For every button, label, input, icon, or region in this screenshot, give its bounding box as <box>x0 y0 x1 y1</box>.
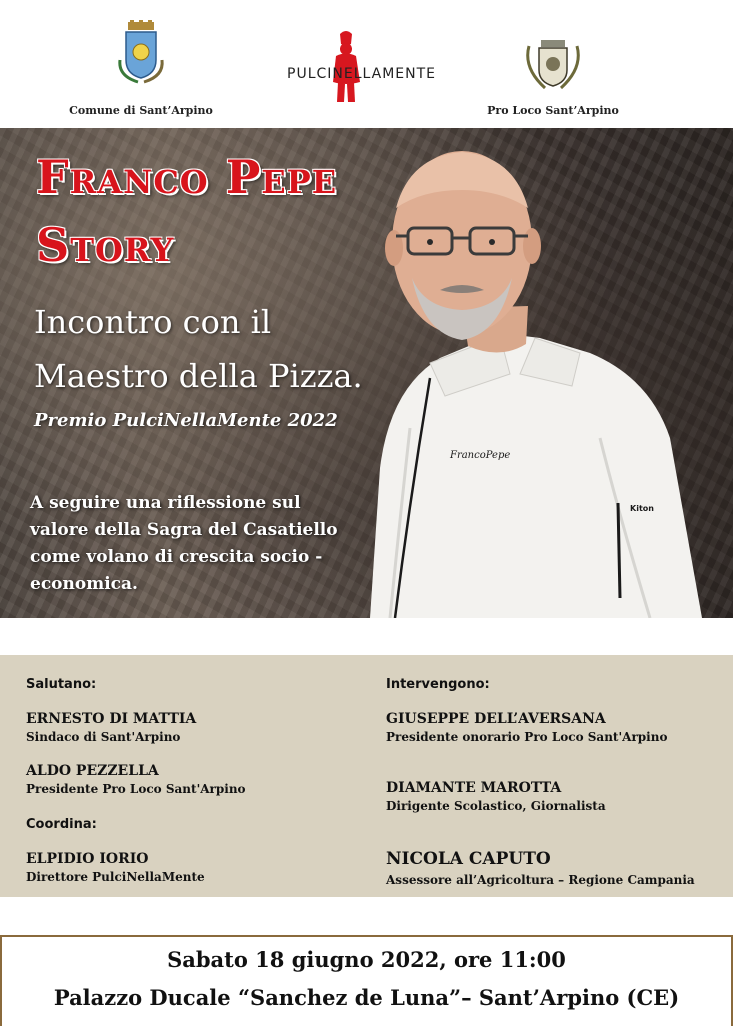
speaker-role: Assessore all’Agricoltura – Regione Campania <box>386 873 695 887</box>
jacket-brand-label: Kiton <box>630 504 654 513</box>
speaker-name: ERNESTO DI MATTIA <box>26 711 197 727</box>
speaker-role: Presidente Pro Loco Sant'Arpino <box>26 782 246 796</box>
jacket-signature-embroidery: FrancoPepe <box>450 450 511 461</box>
speaker-name: GIUSEPPE DELL’AVERSANA <box>386 711 606 727</box>
speaker-role: Sindaco di Sant'Arpino <box>26 730 181 744</box>
hero-banner <box>0 128 733 618</box>
coordinator-name: ELPIDIO IORIO <box>26 851 149 867</box>
speaker-name: DIAMANTE MAROTTA <box>386 780 562 796</box>
comune-crest-logo <box>116 20 166 90</box>
greetings-label: Salutano: <box>26 677 97 692</box>
speaker-role: Presidente onorario Pro Loco Sant'Arpino <box>386 730 668 744</box>
pro-loco-crest-logo <box>523 36 583 96</box>
event-date-time: Sabato 18 giugno 2022, ore 11:00 <box>167 947 566 972</box>
title-line-2: Story <box>36 218 175 272</box>
subtitle-line-1: Incontro con il <box>34 303 272 341</box>
speakers-label: Intervengono: <box>386 677 490 692</box>
speaker-role: Dirigente Scolastico, Giornalista <box>386 799 606 813</box>
coordinator-role: Direttore PulciNellaMente <box>26 870 205 884</box>
event-venue: Palazzo Ducale “Sanchez de Luna”– Sant’Arpino (CE) <box>53 985 680 1010</box>
pulcinellamente-logo-text: PULCINELLAMENTE <box>287 66 437 82</box>
speaker-name: ALDO PEZZELLA <box>26 763 159 779</box>
header <box>0 0 733 128</box>
title-line-1: Franco Pepe <box>36 150 338 204</box>
speaker-name: NICOLA CAPUTO <box>386 849 551 869</box>
coordinator-label: Coordina: <box>26 817 97 832</box>
comune-caption: Comune di Sant’Arpino <box>69 104 213 117</box>
event-info-footer <box>0 935 733 1026</box>
pro-loco-caption: Pro Loco Sant’Arpino <box>487 104 619 117</box>
speakers-panel <box>0 655 733 897</box>
event-description: A seguire una riflessione sul valore della Sagra del Casatiello come volano di crescita socio - economica. <box>30 493 338 594</box>
award-text: Premio PulciNellaMente 2022 <box>34 410 338 431</box>
chef-portrait <box>350 138 710 618</box>
subtitle-line-2: Maestro della Pizza. <box>34 357 363 395</box>
